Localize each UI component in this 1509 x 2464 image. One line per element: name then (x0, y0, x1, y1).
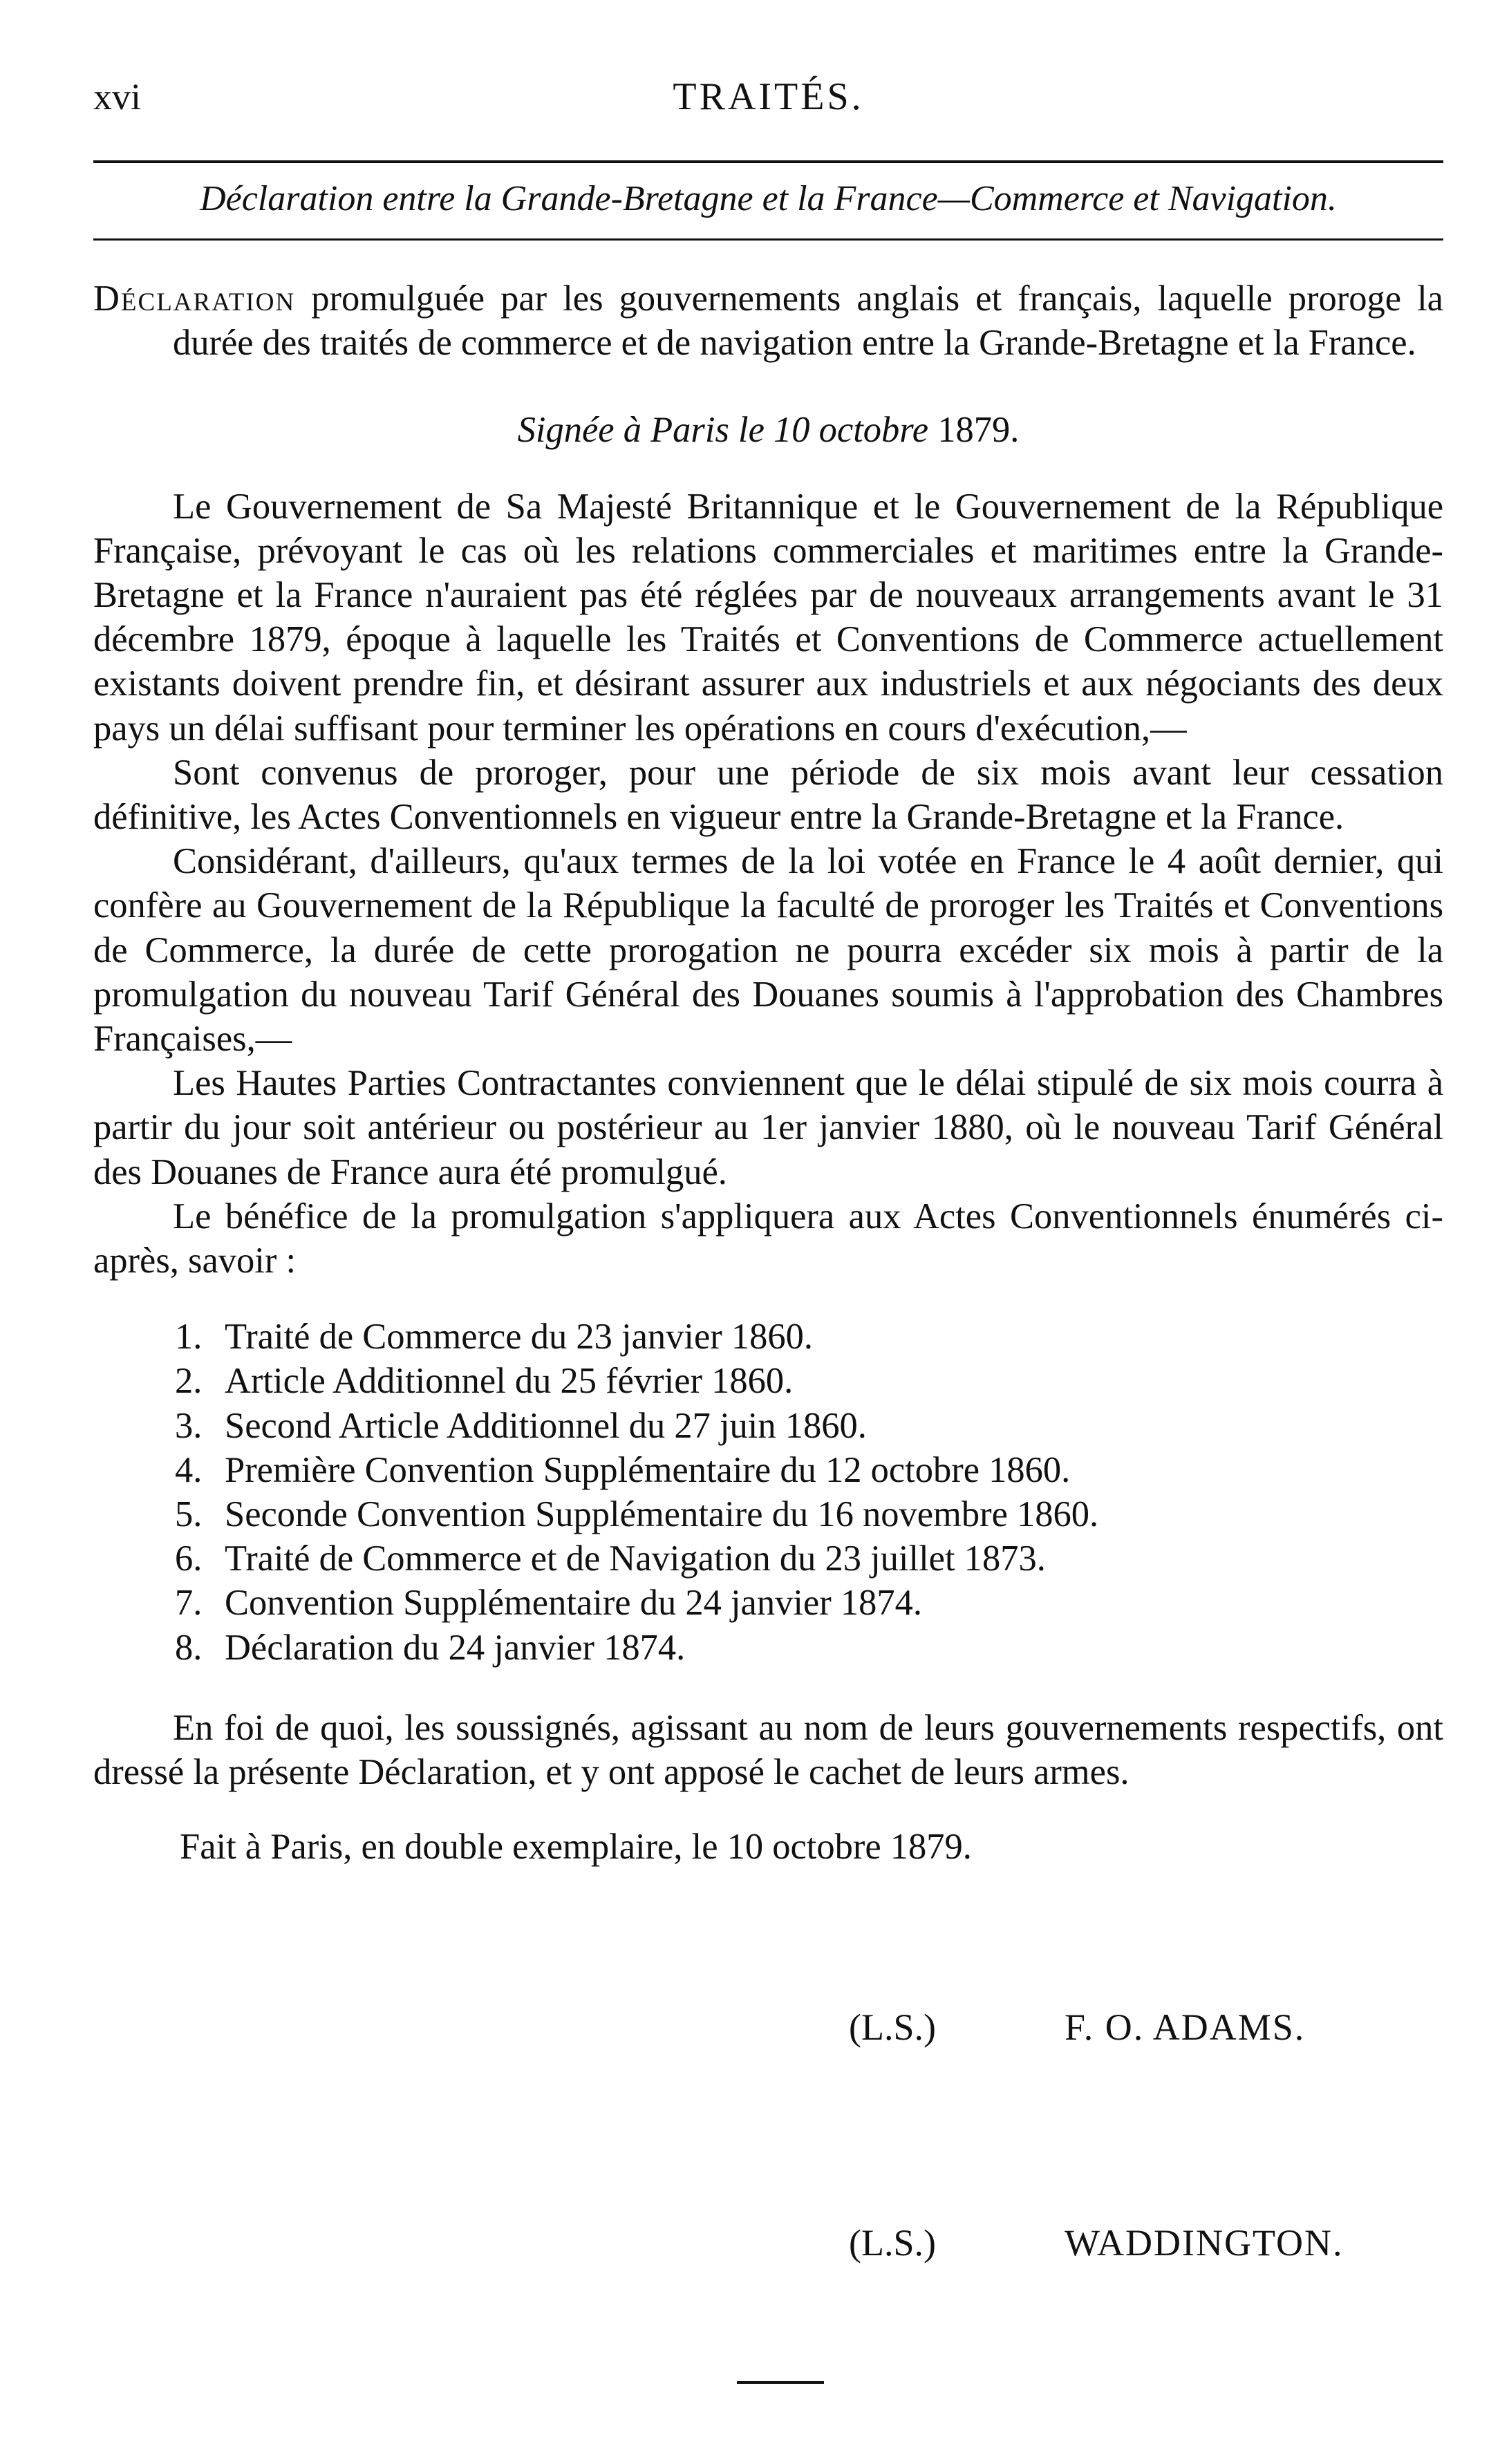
signed-italic: Signée à Paris le 10 octobre (517, 410, 929, 451)
acts-list (93, 1315, 1443, 1670)
paragraph: Les Hautes Parties Contractantes conviennent que le délai stipulé de six mois courra à partir du jour soit antérieur ou postérieur au 1er janvier 1880, où le nouveau Tarif Général des Douanes de France aura été promulgué. (93, 1063, 1443, 1192)
fait-line: Fait à Paris, en double exemplaire, le 10 octobre 1879. (180, 1827, 972, 1868)
end-rule (737, 2381, 824, 2384)
list-item-number: 4. (175, 1449, 203, 1490)
closing-paragraph: En foi de quoi, les soussignés, agissant au nom de leurs gouvernements respectifs, ont dressé la présente Déclaration, et y ont apposé le cachet de leurs armes. (93, 1707, 1443, 1793)
list-item-number: 8. (175, 1627, 203, 1668)
intro-text: promulguée par les gouvernements anglais et français, laquelle proroge la durée des traités de commerce et de navigation entre la Grande-Bretagne et la France. (173, 279, 1443, 364)
seal-mark: (L.S.) (849, 2222, 936, 2264)
signatory-name: F. O. ADAMS. (1065, 2006, 1306, 2048)
list-item-number: 3. (175, 1405, 203, 1446)
list-item (175, 1359, 1443, 1403)
signed-line (93, 408, 1443, 452)
list-item (175, 1492, 1443, 1536)
list-item-number: 1. (175, 1317, 203, 1357)
signatory-name: WADDINGTON. (1065, 2222, 1344, 2264)
intro-lead: Déclaration (93, 279, 296, 319)
page-number: xvi (93, 76, 142, 117)
top-rule (93, 160, 1443, 163)
paragraph: Le bénéfice de la promulgation s'appliquera aux Actes Conventionnels énumérés ci-après, savoir : (93, 1196, 1443, 1281)
list-item-text: Déclaration du 24 janvier 1874. (225, 1627, 686, 1668)
list-item-text: Première Convention Supplémentaire du 12 octobre 1860. (225, 1449, 1071, 1490)
list-item (175, 1626, 1443, 1670)
list-item (175, 1536, 1443, 1581)
list-item (175, 1315, 1443, 1359)
intro-paragraph (93, 276, 1443, 365)
list-item-text: Traité de Commerce et de Navigation du 23 juillet 1873. (225, 1539, 1046, 1579)
signed-year: 1879. (928, 410, 1020, 451)
running-title: TRAITÉS. (673, 75, 864, 118)
list-item (175, 1581, 1443, 1625)
paragraph: Sont convenus de proroger, pour une période de six mois avant leur cessation définitive, les Actes Conventionnels en vigueur entre la Grande-Bretagne et la France. (93, 752, 1443, 838)
list-item-text: Convention Supplémentaire du 24 janvier 1874. (225, 1583, 922, 1624)
list-item-number: 7. (175, 1583, 203, 1624)
list-item (175, 1404, 1443, 1448)
list-item-text: Traité de Commerce du 23 janvier 1860. (225, 1317, 813, 1357)
list-item-number: 2. (175, 1361, 203, 1402)
list-item-text: Article Additionnel du 25 février 1860. (225, 1361, 794, 1402)
subject-rule (93, 238, 1443, 241)
list-item-number: 5. (175, 1494, 203, 1535)
list-item (175, 1448, 1443, 1492)
list-item-number: 6. (175, 1539, 203, 1579)
subject-heading: Déclaration entre la Grande-Bretagne et la France—Commerce et Navigation. (200, 179, 1337, 218)
seal-mark: (L.S.) (849, 2006, 936, 2048)
paragraph: Considérant, d'ailleurs, qu'aux termes de la loi votée en France le 4 août dernier, qui confère au Gouvernement de la République la faculté de proroger les Traités et Conventions de Commerce, la durée de cette prorogation ne pourra excéder six mois à partir de la promulgation du nouveau Tarif Général des Douanes soumis à l'approbation des Chambres Françaises,— (93, 841, 1443, 1060)
paragraph: Le Gouvernement de Sa Majesté Britannique et le Gouvernement de la République Française, prévoyant le cas où les relations commerciales et maritimes entre la Grande-Bretagne et la France n'auraient pas été réglées par de nouveaux arrangements avant le 31 décembre 1879, époque à laquelle les Traités et Conventions de Commerce actuellement existants doivent prendre fin, et désirant assurer aux industriels et aux négociants des deux pays un délai suffisant pour terminer les opérations en cours d'exécution,— (93, 486, 1443, 749)
list-item-text: Seconde Convention Supplémentaire du 16 novembre 1860. (225, 1494, 1099, 1535)
list-item-text: Second Article Additionnel du 27 juin 1860. (225, 1405, 867, 1446)
running-head (93, 69, 1443, 124)
declaration-body (93, 276, 1443, 1870)
